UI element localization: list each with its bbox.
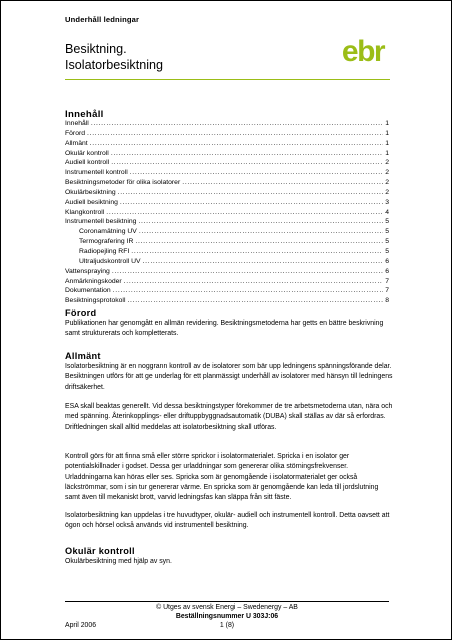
toc-entry[interactable]: [65, 257, 389, 267]
toc-leader-dots: [111, 158, 383, 168]
footer-page-number: 1 (8): [219, 622, 235, 629]
ebr-logo: [338, 31, 388, 71]
toc-entry-page: 7: [385, 277, 389, 285]
allmant-paragraph-1: Isolatorbesiktning är en noggrann kontroll av de isolatorer som bär upp ledningens spänningsförande delar. Besiktningen utförs för att ge underlag för ett planmässigt underhåll av isolatorer med hänsyn till ledningens driftsäkerhet.: [65, 363, 393, 391]
toc-leader-dots: [113, 286, 384, 296]
toc-entry-label: Klangkontroll: [65, 208, 105, 216]
toc-leader-dots: [90, 139, 384, 149]
toc-entry-label: Audiell kontroll: [65, 159, 110, 167]
toc-entry[interactable]: [65, 158, 389, 168]
toc-entry-page: 2: [385, 179, 389, 187]
toc-entry-page: 6: [385, 267, 389, 275]
table-of-contents: [65, 119, 389, 306]
toc-entry[interactable]: [65, 178, 389, 188]
logo-text: ebr: [341, 35, 385, 68]
toc-entry-label: Dokumentation: [65, 287, 111, 295]
allmant-paragraph-2: ESA skall beaktas generellt. Vid dessa besiktningstyper förekommer de tre arbetsmetoderna utan, nära och med spänning. Återinkopplings- eller driftuppbyggnadsautomatik (DUBA) skall ställas av där så erfordras. Driftledningen skall alltid meddelas att isolatorbesiktning skall utföras.: [65, 403, 393, 431]
section-heading-forord: Förord: [65, 308, 97, 318]
title-line-1: Besiktning.: [65, 42, 127, 56]
toc-leader-dots: [139, 227, 383, 237]
footer-date: April 2006: [65, 622, 97, 629]
toc-leader-dots: [127, 296, 383, 306]
toc-entry-label: Coronamätning UV: [79, 228, 137, 236]
toc-heading: Innehåll: [65, 109, 104, 120]
toc-leader-dots: [120, 198, 383, 208]
toc-entry[interactable]: [65, 168, 389, 178]
forord-paragraph: Publikationen har genomgått en allmän revidering. Besiktningsmetoderna har getts en bättre beskrivning samt strukturerats och kompletterats.: [65, 320, 384, 338]
toc-entry[interactable]: [65, 217, 389, 227]
toc-leader-dots: [87, 129, 383, 139]
toc-entry-page: 1: [385, 149, 389, 157]
toc-entry[interactable]: [65, 277, 389, 287]
toc-entry-label: Allmänt: [65, 139, 88, 147]
toc-entry-label: Vattenspraying: [65, 267, 110, 275]
toc-entry-page: 5: [385, 218, 389, 226]
toc-entry[interactable]: [65, 208, 389, 218]
toc-entry[interactable]: [65, 237, 389, 247]
toc-entry-label: Okulär kontroll: [65, 149, 109, 157]
toc-leader-dots: [182, 178, 383, 188]
toc-leader-dots: [138, 217, 383, 227]
toc-entry[interactable]: [65, 286, 389, 296]
toc-entry-page: 1: [385, 139, 389, 147]
toc-entry-page: 1: [385, 129, 389, 137]
toc-leader-dots: [131, 247, 383, 257]
toc-entry[interactable]: [65, 149, 389, 159]
toc-entry-label: Ultraljudskontroll UV: [79, 257, 141, 265]
toc-entry[interactable]: [65, 198, 389, 208]
toc-entry[interactable]: [65, 267, 389, 277]
toc-entry-label: Radiopejling RFI: [79, 247, 130, 255]
footer-divider: [65, 601, 389, 602]
toc-entry[interactable]: [65, 188, 389, 198]
toc-leader-dots: [130, 168, 384, 178]
toc-entry-label: Audiell besiktning: [65, 198, 118, 206]
title-line-2: Isolatorbesiktning: [65, 58, 164, 72]
toc-entry[interactable]: [65, 247, 389, 257]
allmant-paragraph-3: Kontroll görs för att finna små eller större sprickor i isolatormaterialet. Spricka i en isolator ger potentialskillnader i godset. Dessa ger urladdningar som genererar olika störningsfrekvenser. Urladdningarna kan höras eller ses. Spricka som är genomgående i isolatormaterialet ger också läckströmmar, som i sin tur genererar värme. En spricka som är genomgående kan leda till jordslutning samt även till mekaniskt brott, varvid ledningsfas kan släppa från sitt fäste.: [65, 453, 379, 502]
toc-entry-label: Termografering IR: [79, 238, 134, 246]
toc-entry-label: Okulärbesiktning: [65, 188, 116, 196]
toc-leader-dots: [143, 257, 384, 267]
toc-leader-dots: [106, 208, 383, 218]
document-title: [65, 41, 163, 73]
toc-entry[interactable]: [65, 139, 389, 149]
toc-entry-label: Förord: [65, 129, 86, 137]
toc-entry-page: 2: [385, 169, 389, 177]
toc-leader-dots: [124, 277, 384, 287]
toc-entry-label: Anmärkningskoder: [65, 277, 122, 285]
toc-leader-dots: [91, 119, 383, 129]
toc-entry-page: 5: [385, 228, 389, 236]
toc-entry-label: Instrumentell kontroll: [65, 169, 128, 177]
document-series: Underhåll ledningar: [65, 15, 140, 24]
toc-entry[interactable]: [65, 296, 389, 306]
toc-leader-dots: [111, 149, 383, 159]
toc-entry-page: 7: [385, 287, 389, 295]
toc-entry-page: 6: [385, 257, 389, 265]
toc-entry-page: 5: [385, 247, 389, 255]
header-divider: [65, 79, 390, 80]
toc-leader-dots: [118, 188, 384, 198]
section-heading-okular: Okulär kontroll: [65, 546, 135, 556]
toc-entry-label: Instrumentell besiktning: [65, 218, 137, 226]
toc-leader-dots: [135, 237, 383, 247]
footer-order-number: Beställningsnummer U 303J:06: [175, 613, 279, 620]
toc-entry-page: 3: [385, 198, 389, 206]
section-heading-allmant: Allmänt: [65, 351, 101, 361]
toc-entry[interactable]: [65, 227, 389, 237]
toc-entry-page: 8: [385, 297, 389, 305]
toc-entry-page: 1: [385, 120, 389, 127]
allmant-paragraph-4: Isolatorbesiktning kan uppdelas i tre huvudtyper, okulär- audiell och instrumentell kontroll. Detta oavsett att ögon och hörsel också används vid instrumentell besiktning.: [65, 512, 390, 530]
toc-leader-dots: [112, 267, 383, 277]
toc-entry-page: 2: [385, 159, 389, 167]
toc-entry-page: 5: [385, 238, 389, 246]
toc-entry-page: 2: [385, 188, 389, 196]
toc-entry-label: Innehåll: [65, 120, 89, 127]
toc-entry[interactable]: [65, 129, 389, 139]
okular-paragraph: Okulärbesiktning med hjälp av syn.: [65, 558, 172, 565]
toc-entry-label: Besiktningsprotokoll: [65, 297, 126, 305]
toc-entry-page: 4: [385, 208, 389, 216]
toc-entry[interactable]: [65, 119, 389, 129]
footer-copyright: © Utges av svensk Energi – Swedenergy – AB: [156, 604, 298, 611]
toc-entry-label: Besiktningsmetoder för olika isolatorer: [65, 179, 181, 187]
